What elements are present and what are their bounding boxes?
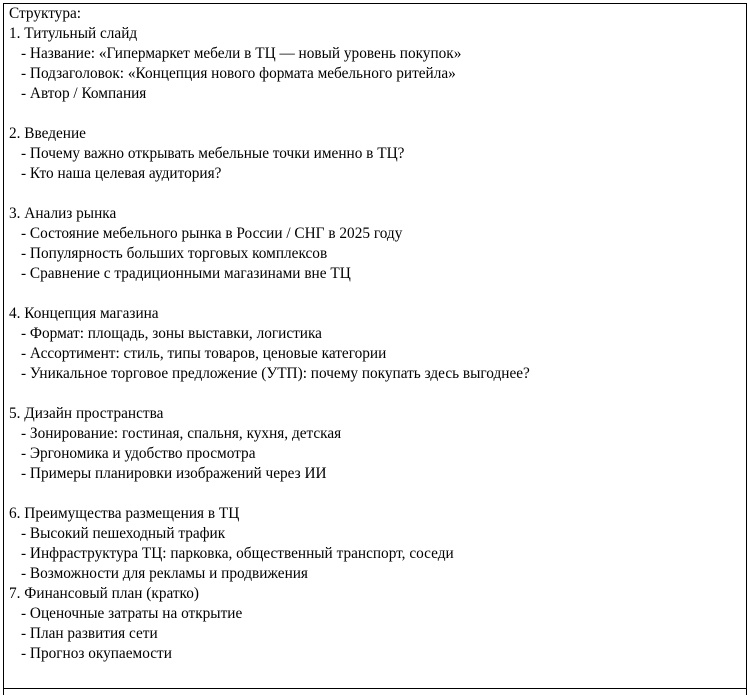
section-title-2: 2. Введение bbox=[9, 125, 86, 142]
section-title-1: 1. Титульный слайд bbox=[9, 25, 138, 42]
list-item: - Инфраструктура ТЦ: парковка, общественный транспорт, соседи bbox=[21, 545, 454, 562]
list-item: - Почему важно открывать мебельные точки именно в ТЦ? bbox=[21, 145, 405, 162]
blank-line bbox=[9, 184, 739, 204]
list-item: - Подзаголовок: «Концепция нового формата мебельного ритейла» bbox=[21, 65, 456, 82]
list-item: - Ассортимент: стиль, типы товаров, ценовые категории bbox=[21, 345, 387, 362]
list-item: - Оценочные затраты на открытие bbox=[21, 605, 243, 622]
section-title-4: 4. Концепция магазина bbox=[9, 305, 159, 322]
list-item: - Сравнение с традиционными магазинами вне ТЦ bbox=[21, 265, 351, 282]
blank-line bbox=[9, 104, 739, 124]
blank-line bbox=[9, 384, 739, 404]
section-title-7: 7. Финансовый план (кратко) bbox=[9, 585, 199, 602]
document-frame-continuation bbox=[3, 689, 747, 695]
list-item: - Название: «Гипермаркет мебели в ТЦ — новый уровень покупок» bbox=[21, 45, 462, 62]
document-heading: Структура: bbox=[9, 5, 82, 22]
section-title-5: 5. Дизайн пространства bbox=[9, 405, 164, 422]
section-title-3: 3. Анализ рынка bbox=[9, 205, 117, 222]
blank-line bbox=[9, 484, 739, 504]
list-item: - Популярность больших торговых комплексов bbox=[21, 245, 328, 262]
list-item: - Возможности для рекламы и продвижения bbox=[21, 565, 308, 582]
list-item: - Прогноз окупаемости bbox=[21, 645, 172, 662]
list-item: - Формат: площадь, зоны выставки, логистика bbox=[21, 325, 322, 342]
list-item: - Высокий пешеходный трафик bbox=[21, 525, 226, 542]
list-item: - Уникальное торговое предложение (УТП): почему покупать здесь выгоднее? bbox=[21, 365, 530, 382]
list-item: - План развития сети bbox=[21, 625, 158, 642]
list-item: - Зонирование: гостиная, спальня, кухня, детская bbox=[21, 425, 342, 442]
blank-line bbox=[9, 284, 739, 304]
list-item: - Автор / Компания bbox=[21, 85, 147, 102]
list-item: - Кто наша целевая аудитория? bbox=[21, 165, 222, 182]
document-text bbox=[9, 4, 739, 664]
section-title-6: 6. Преимущества размещения в ТЦ bbox=[9, 505, 240, 522]
list-item: - Состояние мебельного рынка в России / СНГ в 2025 году bbox=[21, 225, 403, 242]
list-item: - Эргономика и удобство просмотра bbox=[21, 445, 256, 462]
list-item: - Примеры планировки изображений через ИИ bbox=[21, 465, 327, 482]
